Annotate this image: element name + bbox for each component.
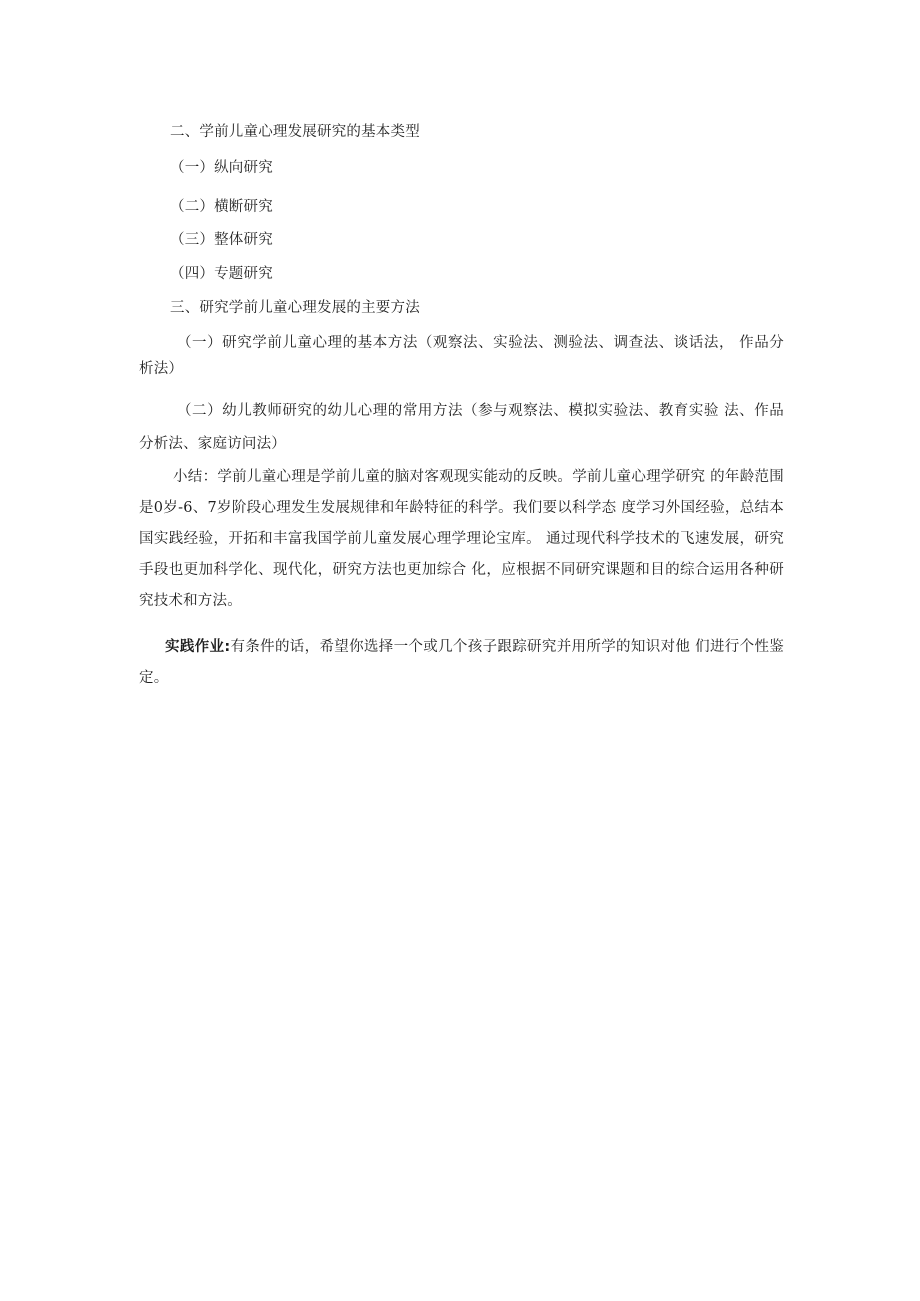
research-type-4: （四）专题研究 bbox=[170, 266, 273, 282]
summary-paragraph: 小结：学前儿童心理是学前儿童的脑对客观现实能动的反映。学前儿童心理学研究 的年龄范围是0岁-6、7岁阶段心理发生发展规律和年龄特征的科学。我们要以科学态 度学习外国经验，总结本国实践经验，开拓和丰富我国学前儿童发展心理学理论宝库。 通过现代科学技术的飞速发展，研究手段也更加科学化、现代化，研究方法也更加综合 化，应根据不同研究课题和目的综合运用各种研究技术和方法。 bbox=[139, 469, 784, 609]
research-type-3: （三）整体研究 bbox=[170, 232, 273, 248]
research-type-2: （二）横断研究 bbox=[170, 199, 273, 215]
method-paragraph-1: （一）研究学前儿童心理的基本方法（观察法、实验法、测验法、调查法、谈话法， 作品分析法） bbox=[139, 335, 784, 377]
research-type-1: （一）纵向研究 bbox=[170, 160, 273, 176]
practice-label: 实践作业: bbox=[165, 639, 231, 655]
method-paragraph-2: （二）幼儿教师研究的幼儿心理的常用方法（参与观察法、模拟实验法、教育实验 法、作品分析法、家庭访问法） bbox=[139, 403, 784, 452]
section-heading-2: 二、学前儿童心理发展研究的基本类型 bbox=[170, 124, 420, 140]
practice-paragraph bbox=[139, 632, 784, 694]
section-heading-3: 三、研究学前儿童心理发展的主要方法 bbox=[170, 300, 420, 316]
practice-text: 有条件的话，希望你选择一个或几个孩子跟踪研究并用所学的知识对他 们进行个性鉴定。 bbox=[139, 639, 784, 686]
